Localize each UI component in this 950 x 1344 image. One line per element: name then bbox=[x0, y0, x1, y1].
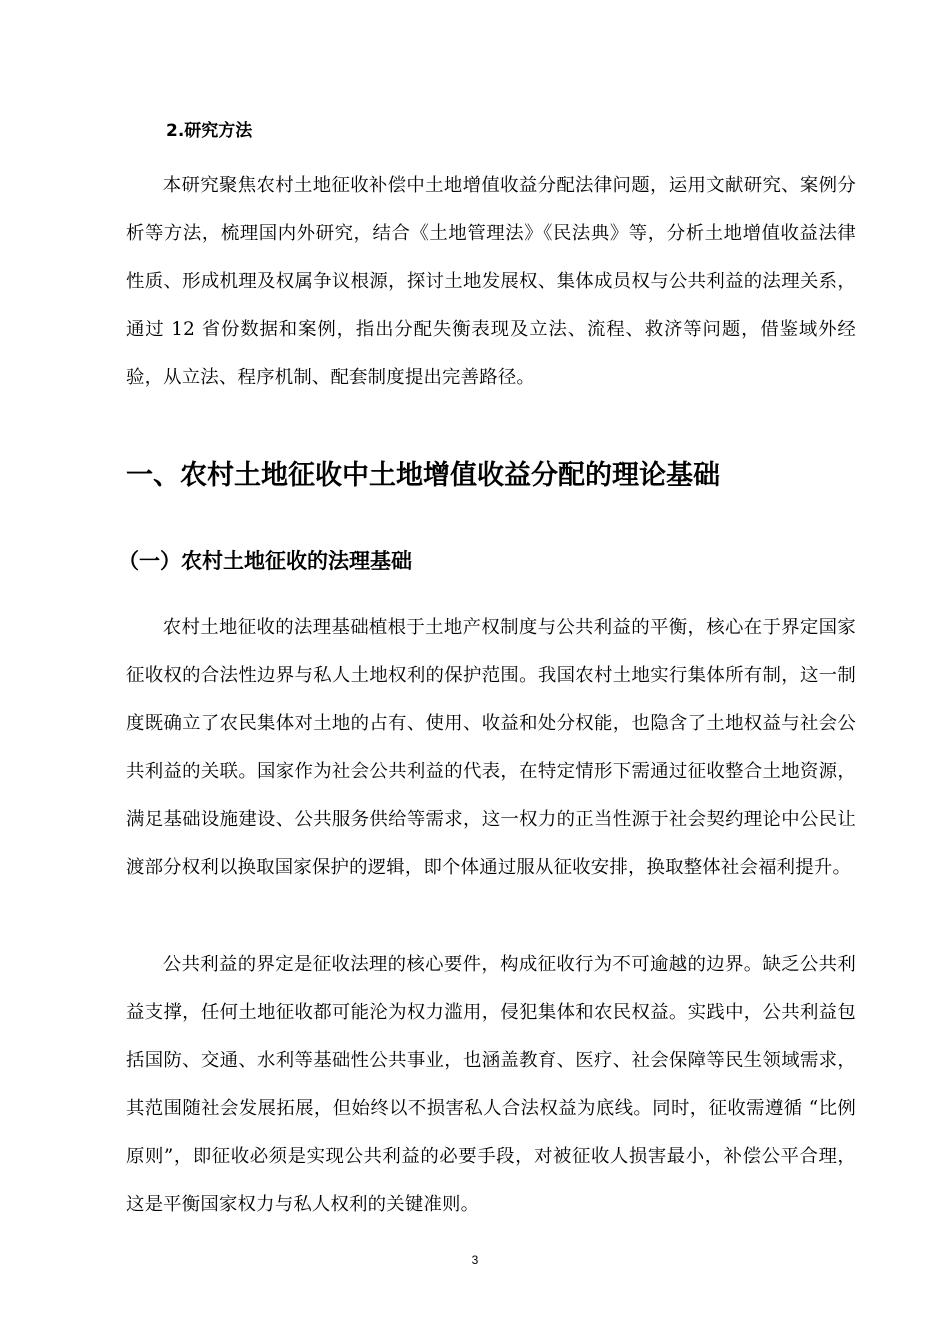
paragraph-legal-basis: 农村土地征收的法理基础植根于土地产权制度与公共利益的平衡，核心在于界定国家征收权的合法性边界与私人土地权利的保护范围。我国农村土地实行集体所有制，这一制度既确立了农民集体对土地的占有、使用、收益和处分权能，也隐含了土地权益与社会公共利益的关联。国家作为社会公共利益的代表，在特定情形下需通过征收整合土地资源，满足基础设施建设、公共服务供给等需求，这一权力的正当性源于社会契约理论中公民让渡部分权利以换取国家保护的逻辑，即个体通过服从征收安排，换取整体社会福利提升。 bbox=[126, 617, 856, 878]
paragraph-public-interest: 公共利益的界定是征收法理的核心要件，构成征收行为不可逾越的边界。缺乏公共利益支撑，任何土地征收都可能沦为权力滥用，侵犯集体和农民权益。实践中，公共利益包括国防、交通、水利等基础性公共事业，也涵盖教育、医疗、社会保障等民生领域需求，其范围随社会发展拓展，但始终以不损害私人合法权益为底线。同时，征收需遵循 “比例原则”，即征收必须是实现公共利益的必要手段，对被征收人损害最小，补偿公平合理，这是平衡国家权力与私人权利的关键准则。 bbox=[126, 954, 856, 1215]
subsection-title: （一）农村土地征收的法理基础 bbox=[118, 549, 412, 573]
section-heading-research-method: 2.研究方法 bbox=[166, 121, 253, 141]
page-number: 3 bbox=[471, 1253, 479, 1267]
chapter-title: 一、农村土地征收中土地增值收益分配的理论基础 bbox=[126, 460, 720, 491]
paragraph-research-method: 本研究聚焦农村土地征收补偿中土地增值收益分配法律问题，运用文献研究、案例分析等方法，梳理国内外研究，结合《土地管理法》《民法典》等，分析土地增值收益法律性质、形成机理及权属争议根源，探讨土地发展权、集体成员权与公共利益的法理关系，通过 12 省份数据和案例，指出分配失衡表现及立法、流程、救济等问题，借鉴域外经验，从立法、程序机制、配套制度提出完善路径。 bbox=[126, 175, 856, 388]
